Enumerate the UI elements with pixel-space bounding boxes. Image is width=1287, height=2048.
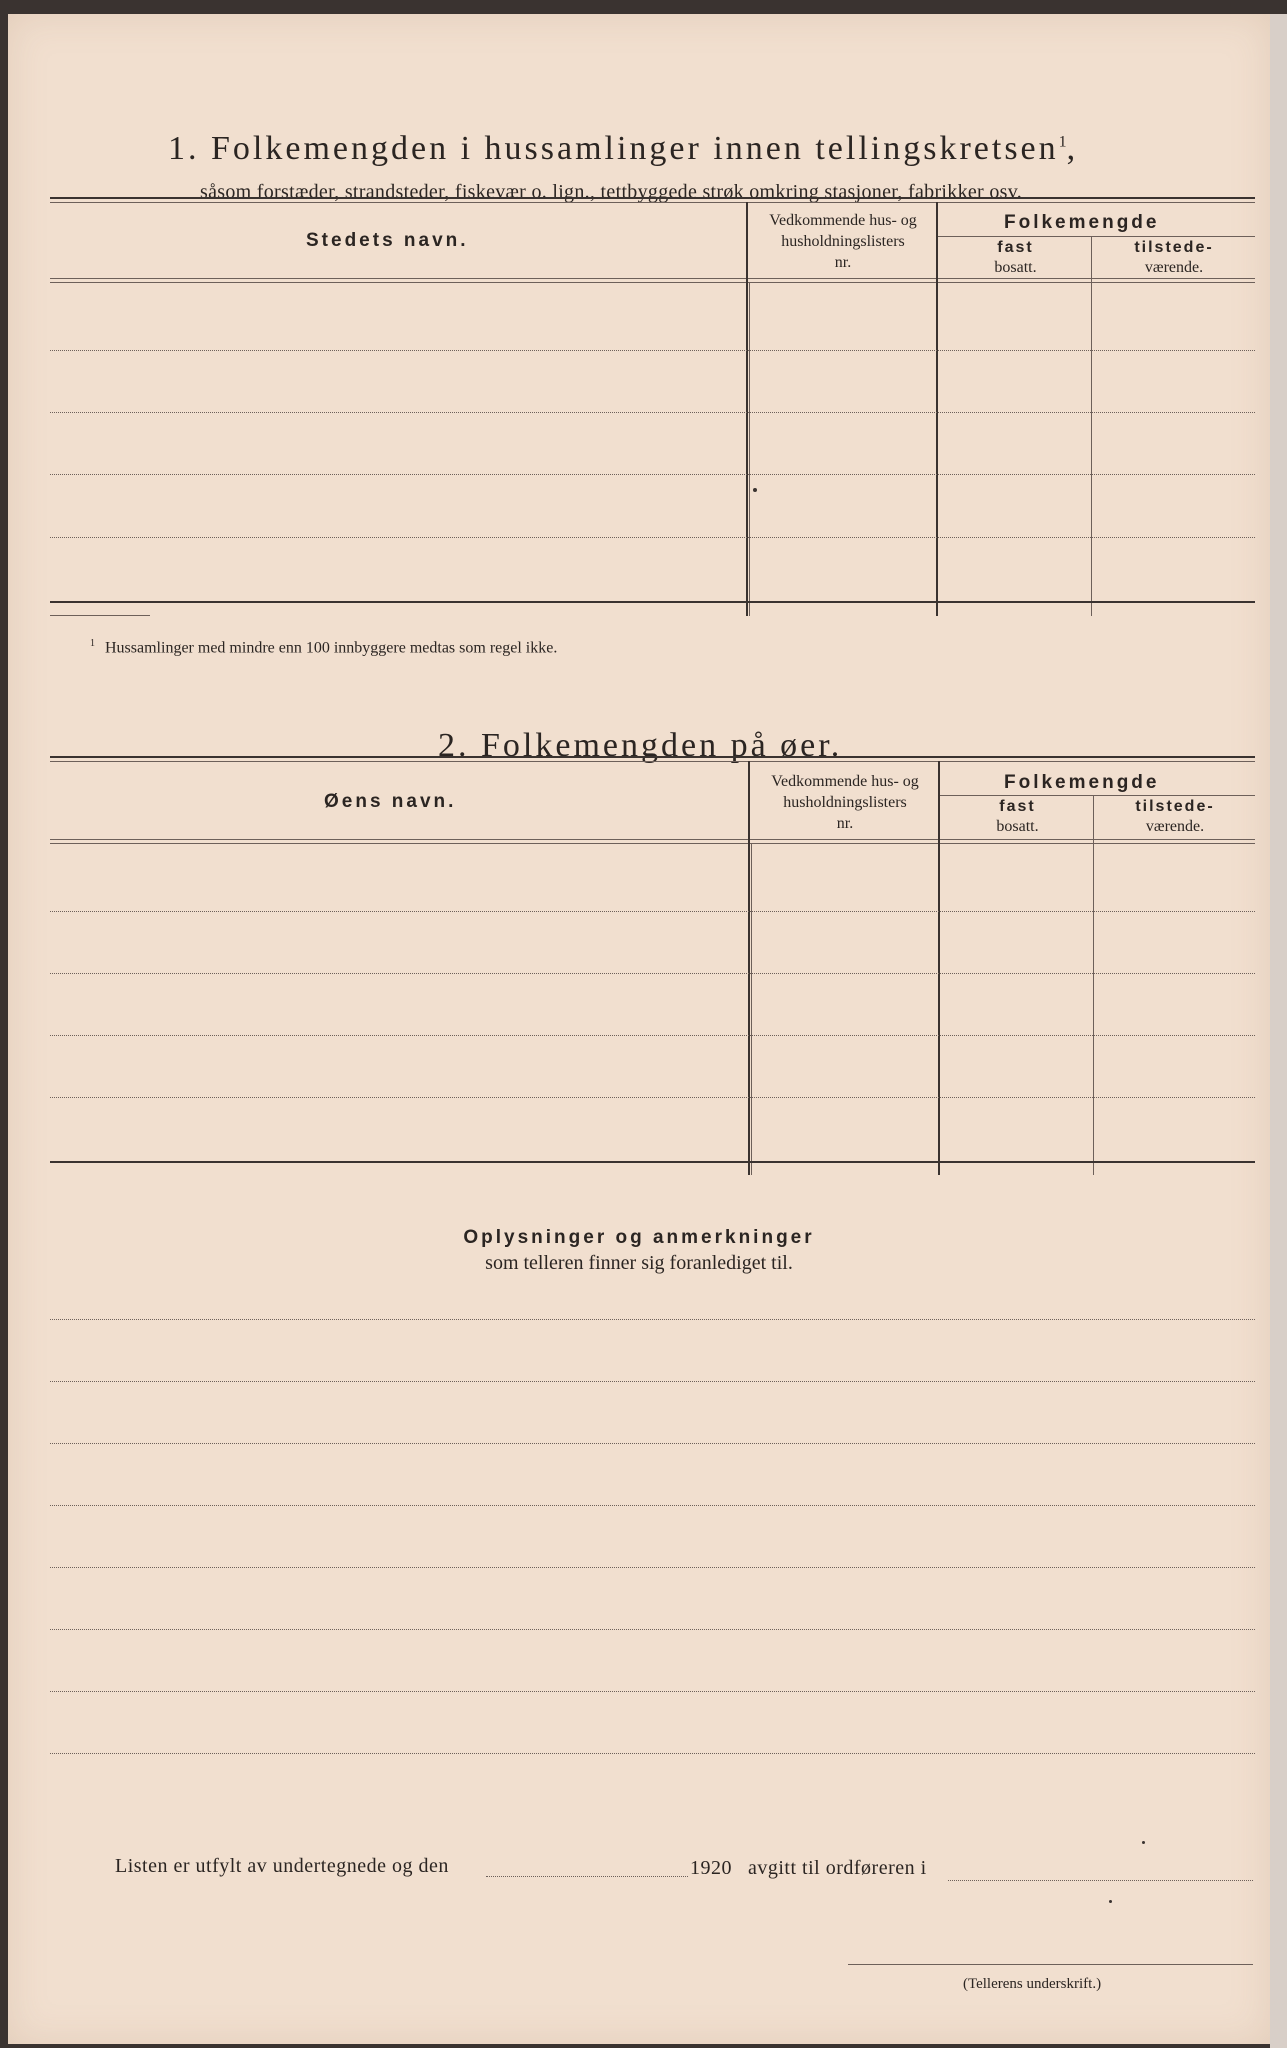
- table1-pop-divider: [938, 236, 1255, 237]
- footnote-text: Hussamlinger med mindre enn 100 innbyggere medtas som regel ikke.: [105, 639, 558, 657]
- remarks-line: [50, 1629, 1255, 1630]
- table1-col-fast: [938, 238, 1093, 278]
- table1-col-list-line1: Vedkommende hus- og: [769, 212, 917, 229]
- table2-col-fast-line2: bosatt.: [996, 818, 1039, 835]
- table1-row-line: [50, 537, 1255, 538]
- remarks-title: Oplysninger og anmerkninger: [463, 1227, 815, 1248]
- table1-col-tilstede-line2: værende.: [1144, 259, 1204, 276]
- table2-col-place: Øens navn.: [324, 791, 457, 812]
- table1-col-fast-line2: bosatt.: [994, 259, 1037, 276]
- section1-title-text: 1. Folkemengden i hussamlinger innen tellingskretsen: [168, 130, 1059, 167]
- table1-col-list-line2: husholdningslisters: [781, 233, 905, 250]
- table1-vline-3: [1091, 236, 1092, 616]
- table1-top-rule: [50, 197, 1255, 199]
- footnote: [90, 638, 557, 657]
- remarks-line: [50, 1753, 1255, 1754]
- table2-vline-1b: [751, 843, 752, 1175]
- table1-vline-2: [936, 202, 938, 616]
- table2-row-line: [50, 1035, 1255, 1036]
- table1-col-tilstede-line1: tilstede-: [1134, 239, 1214, 256]
- signature-year: 1920: [690, 1857, 732, 1879]
- table1-top-rule-thin: [50, 202, 1255, 203]
- footnote-mark: 1: [90, 638, 95, 649]
- table2-col-list: [750, 771, 940, 834]
- table2-col-list-line2: husholdningslisters: [783, 794, 907, 811]
- table2-row-line: [50, 973, 1255, 974]
- table2-col-tilstede: [1095, 797, 1255, 837]
- table1-col-place: Stedets navn.: [306, 230, 469, 251]
- remarks-line: [50, 1443, 1255, 1444]
- table1-col-tilstede: [1093, 238, 1255, 278]
- table2-col-fast: [940, 797, 1095, 837]
- table1-bottom-rule: [50, 601, 1255, 603]
- remarks-line: [50, 1505, 1255, 1506]
- table2-top-rule-thin: [50, 761, 1255, 762]
- table2-col-fast-line1: fast: [999, 798, 1036, 815]
- date-fill-line: [486, 1876, 688, 1877]
- section1-footnote-mark: 1: [1058, 133, 1067, 151]
- table2-header-rule1: [50, 839, 1255, 840]
- table2-col-tilstede-line2: værende.: [1145, 818, 1205, 835]
- table2-pop-divider: [940, 795, 1255, 796]
- table2-vline-3: [1093, 795, 1094, 1175]
- signature-line: [848, 1964, 1253, 1965]
- table2-header-rule2: [50, 843, 1255, 844]
- table2-col-pop: Folkemengde: [1004, 772, 1160, 793]
- table1-row-line: [50, 474, 1255, 475]
- table1-header-rule1: [50, 278, 1255, 279]
- remarks-subtitle: som telleren finner sig foranlediget til.: [485, 1252, 793, 1274]
- signature-text-before: Listen er utfylt av undertegnede og den: [115, 1855, 449, 1877]
- table1-col-list-line3: nr.: [834, 254, 852, 271]
- signature-text-after: avgitt til ordføreren i: [748, 1857, 927, 1879]
- table1-vline-1b: [749, 282, 750, 616]
- ink-mark: [1109, 1900, 1112, 1903]
- signature-caption: (Tellerens underskrift.): [963, 1976, 1102, 1992]
- table2-col-tilstede-line1: tilstede-: [1135, 798, 1215, 815]
- table2-row-line: [50, 911, 1255, 912]
- remarks-line: [50, 1691, 1255, 1692]
- table1-vline-1: [746, 202, 748, 616]
- section1-title-trailing: ,: [1066, 130, 1079, 167]
- table1-col-pop: Folkemengde: [1004, 212, 1160, 233]
- table2-vline-1: [748, 761, 750, 1175]
- table1-col-list: [748, 210, 938, 273]
- table2-vline-2: [938, 761, 940, 1175]
- scan-edge: [1270, 14, 1287, 2048]
- table1-row-line: [50, 350, 1255, 351]
- section1-title: [168, 130, 1158, 168]
- remarks-line: [50, 1381, 1255, 1382]
- ink-mark: [1142, 1841, 1145, 1844]
- census-form-page: [8, 14, 1270, 2044]
- remarks-line: [50, 1319, 1255, 1320]
- table1-header-rule2: [50, 282, 1255, 283]
- table2-row-line: [50, 1097, 1255, 1098]
- remarks-line: [50, 1567, 1255, 1568]
- table2-top-rule: [50, 756, 1255, 758]
- table2-bottom-rule: [50, 1161, 1255, 1163]
- table2-col-list-line1: Vedkommende hus- og: [771, 773, 919, 790]
- section2-title: 2. Folkemengden på øer.: [438, 727, 843, 764]
- ink-mark: [753, 488, 757, 492]
- municipality-fill-line: [948, 1880, 1253, 1881]
- footnote-separator: [50, 615, 150, 616]
- table2-col-list-line3: nr.: [836, 815, 854, 832]
- section1-subtitle: såsom forstæder, strandsteder, fiskevær o. lign., tettbyggede strøk omkring stasjoner, fabrikker osv.: [200, 181, 1022, 203]
- table1-row-line: [50, 412, 1255, 413]
- table1-col-fast-line1: fast: [997, 239, 1034, 256]
